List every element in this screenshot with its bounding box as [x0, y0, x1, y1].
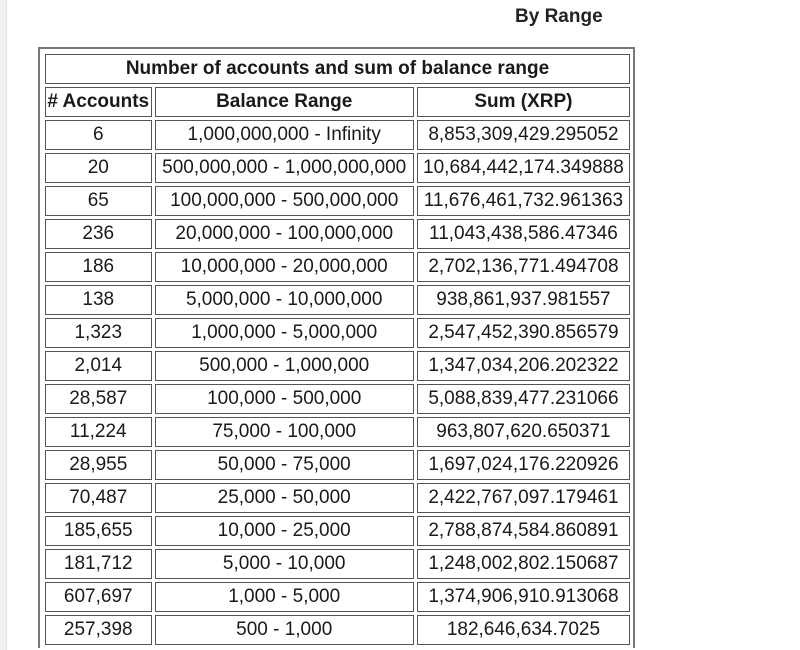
cell-accounts: 185,655: [45, 516, 152, 546]
table-row: [45, 252, 630, 282]
cell-balance-range: 10,000,000 - 20,000,000: [155, 252, 414, 282]
table-row: [45, 582, 630, 612]
cell-balance-range: 1,000 - 5,000: [155, 582, 414, 612]
cell-balance-range: 5,000 - 10,000: [155, 549, 414, 579]
cell-balance-range: 500,000,000 - 1,000,000,000: [155, 153, 414, 183]
table-row: [45, 516, 630, 546]
header-balance-range: Balance Range: [155, 87, 414, 117]
header-accounts: # Accounts: [45, 87, 152, 117]
cell-sum: 182,646,634.7025: [417, 615, 630, 645]
cell-accounts: 20: [45, 153, 152, 183]
table-caption: Number of accounts and sum of balance range: [45, 54, 630, 84]
section-heading: By Range: [515, 6, 603, 27]
table-row: [45, 219, 630, 249]
cell-sum: 5,088,839,477.231066: [417, 384, 630, 414]
cell-balance-range: 10,000 - 25,000: [155, 516, 414, 546]
table-row: [45, 450, 630, 480]
cell-accounts: 607,697: [45, 582, 152, 612]
table-header-row: [45, 87, 630, 117]
table-row: [45, 549, 630, 579]
table-row: [45, 483, 630, 513]
cell-accounts: 138: [45, 285, 152, 315]
cell-sum: 11,676,461,732.961363: [417, 186, 630, 216]
cell-balance-range: 1,000,000 - 5,000,000: [155, 318, 414, 348]
cell-balance-range: 1,000,000,000 - Infinity: [155, 120, 414, 150]
cell-sum: 938,861,937.981557: [417, 285, 630, 315]
table-row: [45, 384, 630, 414]
cell-accounts: 257,398: [45, 615, 152, 645]
cell-sum: 1,347,034,206.202322: [417, 351, 630, 381]
cell-balance-range: 100,000 - 500,000: [155, 384, 414, 414]
cell-balance-range: 500 - 1,000: [155, 615, 414, 645]
table-row: [45, 120, 630, 150]
balance-table-frame: [38, 47, 635, 648]
cell-sum: 8,853,309,429.295052: [417, 120, 630, 150]
cell-balance-range: 25,000 - 50,000: [155, 483, 414, 513]
table-row: [45, 285, 630, 315]
cell-accounts: 236: [45, 219, 152, 249]
header-sum-xrp: Sum (XRP): [417, 87, 630, 117]
table-row: [45, 417, 630, 447]
table-row: [45, 615, 630, 645]
cell-accounts: 2,014: [45, 351, 152, 381]
table-row: [45, 186, 630, 216]
cell-accounts: 181,712: [45, 549, 152, 579]
cell-accounts: 28,955: [45, 450, 152, 480]
balance-range-table: [42, 51, 633, 648]
cell-balance-range: 5,000,000 - 10,000,000: [155, 285, 414, 315]
table-row: [45, 318, 630, 348]
cell-accounts: 28,587: [45, 384, 152, 414]
cell-sum: 2,788,874,584.860891: [417, 516, 630, 546]
cell-balance-range: 100,000,000 - 500,000,000: [155, 186, 414, 216]
cell-sum: 11,043,438,586.47346: [417, 219, 630, 249]
table-caption-row: [45, 54, 630, 84]
cell-balance-range: 50,000 - 75,000: [155, 450, 414, 480]
cell-sum: 2,702,136,771.494708: [417, 252, 630, 282]
cell-balance-range: 20,000,000 - 100,000,000: [155, 219, 414, 249]
cell-sum: 2,547,452,390.856579: [417, 318, 630, 348]
cell-sum: 1,697,024,176.220926: [417, 450, 630, 480]
cell-accounts: 6: [45, 120, 152, 150]
table-row: [45, 153, 630, 183]
cell-balance-range: 500,000 - 1,000,000: [155, 351, 414, 381]
cell-accounts: 11,224: [45, 417, 152, 447]
table-row: [45, 351, 630, 381]
cell-sum: 10,684,442,174.349888: [417, 153, 630, 183]
cell-accounts: 186: [45, 252, 152, 282]
cell-accounts: 65: [45, 186, 152, 216]
cell-accounts: 70,487: [45, 483, 152, 513]
cell-accounts: 1,323: [45, 318, 152, 348]
cell-sum: 963,807,620.650371: [417, 417, 630, 447]
cell-balance-range: 75,000 - 100,000: [155, 417, 414, 447]
cell-sum: 2,422,767,097.179461: [417, 483, 630, 513]
left-border: [0, 0, 7, 650]
cell-sum: 1,374,906,910.913068: [417, 582, 630, 612]
cell-sum: 1,248,002,802.150687: [417, 549, 630, 579]
